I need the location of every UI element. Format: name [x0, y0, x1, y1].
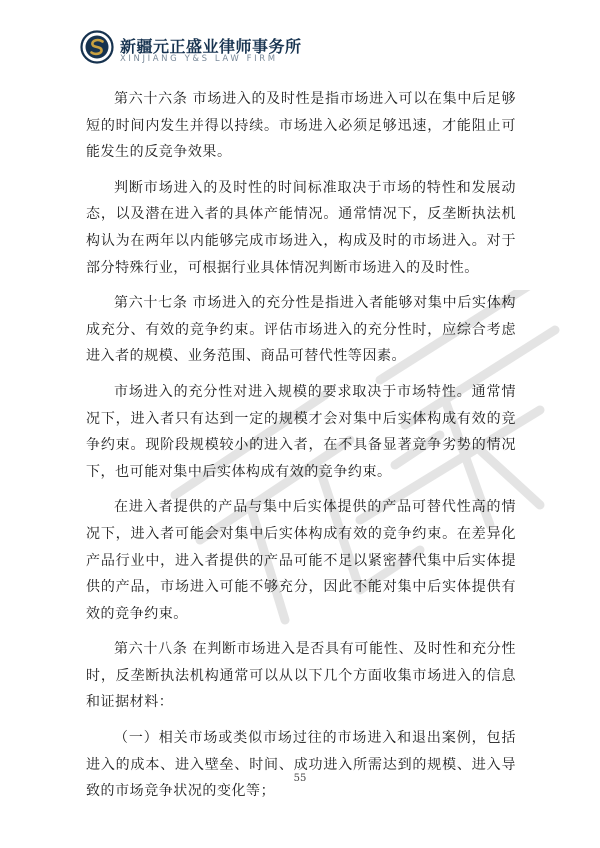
paragraph-substitutability: 在进入者提供的产品与集中后实体提供的产品可替代性高的情况下，进入者可能会对集中后实体构成有效的竞争约束。在差异化产品行业中，进入者提供的产品可能不足以紧密替代集中后实体提供的产品，市场进入可能不够充分，因此不能对集中后实体提供有效的竞争约束。 — [86, 499, 516, 622]
document-body — [86, 86, 516, 814]
firm-name-cn: 新疆元正盛业律师事务所 — [120, 37, 302, 56]
paragraph-sufficiency-scale: 市场进入的充分性对进入规模的要求取决于市场特性。通常情况下，进入者只有达到一定的规模才会对集中后实体构成有效的竞争约束。现阶段规模较小的进入者，在不具备显著竞争劣势的情况下，也可能对集中后实体构成有效的竞争约束。 — [86, 383, 516, 480]
paragraph-article-67: 第六十七条 市场进入的充分性是指进入者能够对集中后实体构成充分、有效的竞争约束。评估市场进入的充分性时，应综合考虑进入者的规模、业务范围、商品可替代性等因素。 — [86, 295, 516, 365]
list-item-evidence-1: （一）相关市场或类似市场过往的市场进入和退出案例，包括进入的成本、进入壁垒、时间、成功进入所需达到的规模、进入导致的市场竞争状况的变化等； — [86, 730, 516, 800]
paragraph-timeliness-standard: 判断市场进入的及时性的时间标准取决于市场的特性和发展动态，以及潜在进入者的具体产能情况。通常情况下，反垄断执法机构认为在两年以内能够完成市场进入，构成及时的市场进入。对于部分特殊行业，可根据行业具体情况判断市场进入的及时性。 — [86, 179, 516, 276]
page-number: 55 — [293, 773, 307, 784]
paragraph-article-68: 第六十八条 在判断市场进入是否具有可能性、及时性和充分性时，反垄断执法机构通常可以从以下几个方面收集市场进入的信息和证据材料： — [86, 641, 516, 711]
firm-logo-icon — [80, 30, 114, 64]
paragraph-article-66: 第六十六条 市场进入的及时性是指市场进入可以在集中后足够短的时间内发生并得以持续。市场进入必须足够迅速，才能阻止可能发生的反竞争效果。 — [86, 91, 516, 161]
letterhead — [80, 30, 380, 70]
firm-name-en: XINJIANG Y&S LAW FIRM — [120, 54, 278, 64]
